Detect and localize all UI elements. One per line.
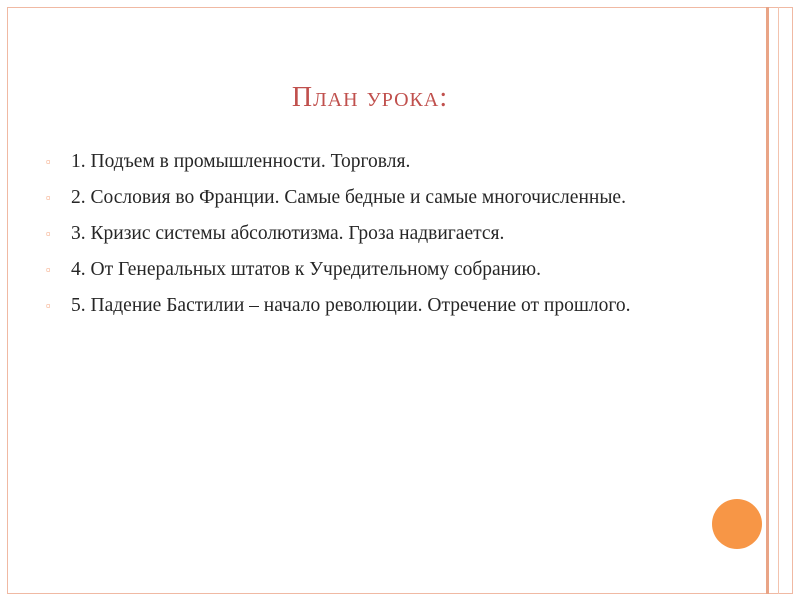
list-item-text: 3. Кризис системы абсолютизма. Гроза надвигается. bbox=[71, 223, 505, 244]
list-item-text: 4. От Генеральных штатов к Учредительному собранию. bbox=[71, 259, 541, 280]
side-accent-line bbox=[778, 7, 779, 594]
list-item bbox=[46, 292, 726, 320]
slide-title: План урока: bbox=[291, 82, 449, 113]
hollow-square-bullet-icon: ▫ bbox=[46, 262, 51, 277]
list-item-text: 5. Падение Бастилии – начало революции. Отречение от прошлого. bbox=[71, 295, 631, 316]
list-item bbox=[46, 256, 726, 284]
lesson-plan-list bbox=[46, 148, 726, 328]
hollow-square-bullet-icon: ▫ bbox=[46, 226, 51, 241]
hollow-square-bullet-icon: ▫ bbox=[46, 298, 51, 313]
hollow-square-bullet-icon: ▫ bbox=[46, 190, 51, 205]
list-item-text: 1. Подъем в промышленности. Торговля. bbox=[71, 151, 411, 172]
list-item-text: 2. Сословия во Франции. Самые бедные и самые многочисленные. bbox=[71, 187, 626, 208]
hollow-square-bullet-icon: ▫ bbox=[46, 154, 51, 169]
list-item bbox=[46, 184, 726, 212]
list-item bbox=[46, 148, 726, 176]
orange-circle-decoration bbox=[712, 499, 762, 549]
side-accent-bar bbox=[766, 7, 769, 594]
list-item bbox=[46, 220, 726, 248]
